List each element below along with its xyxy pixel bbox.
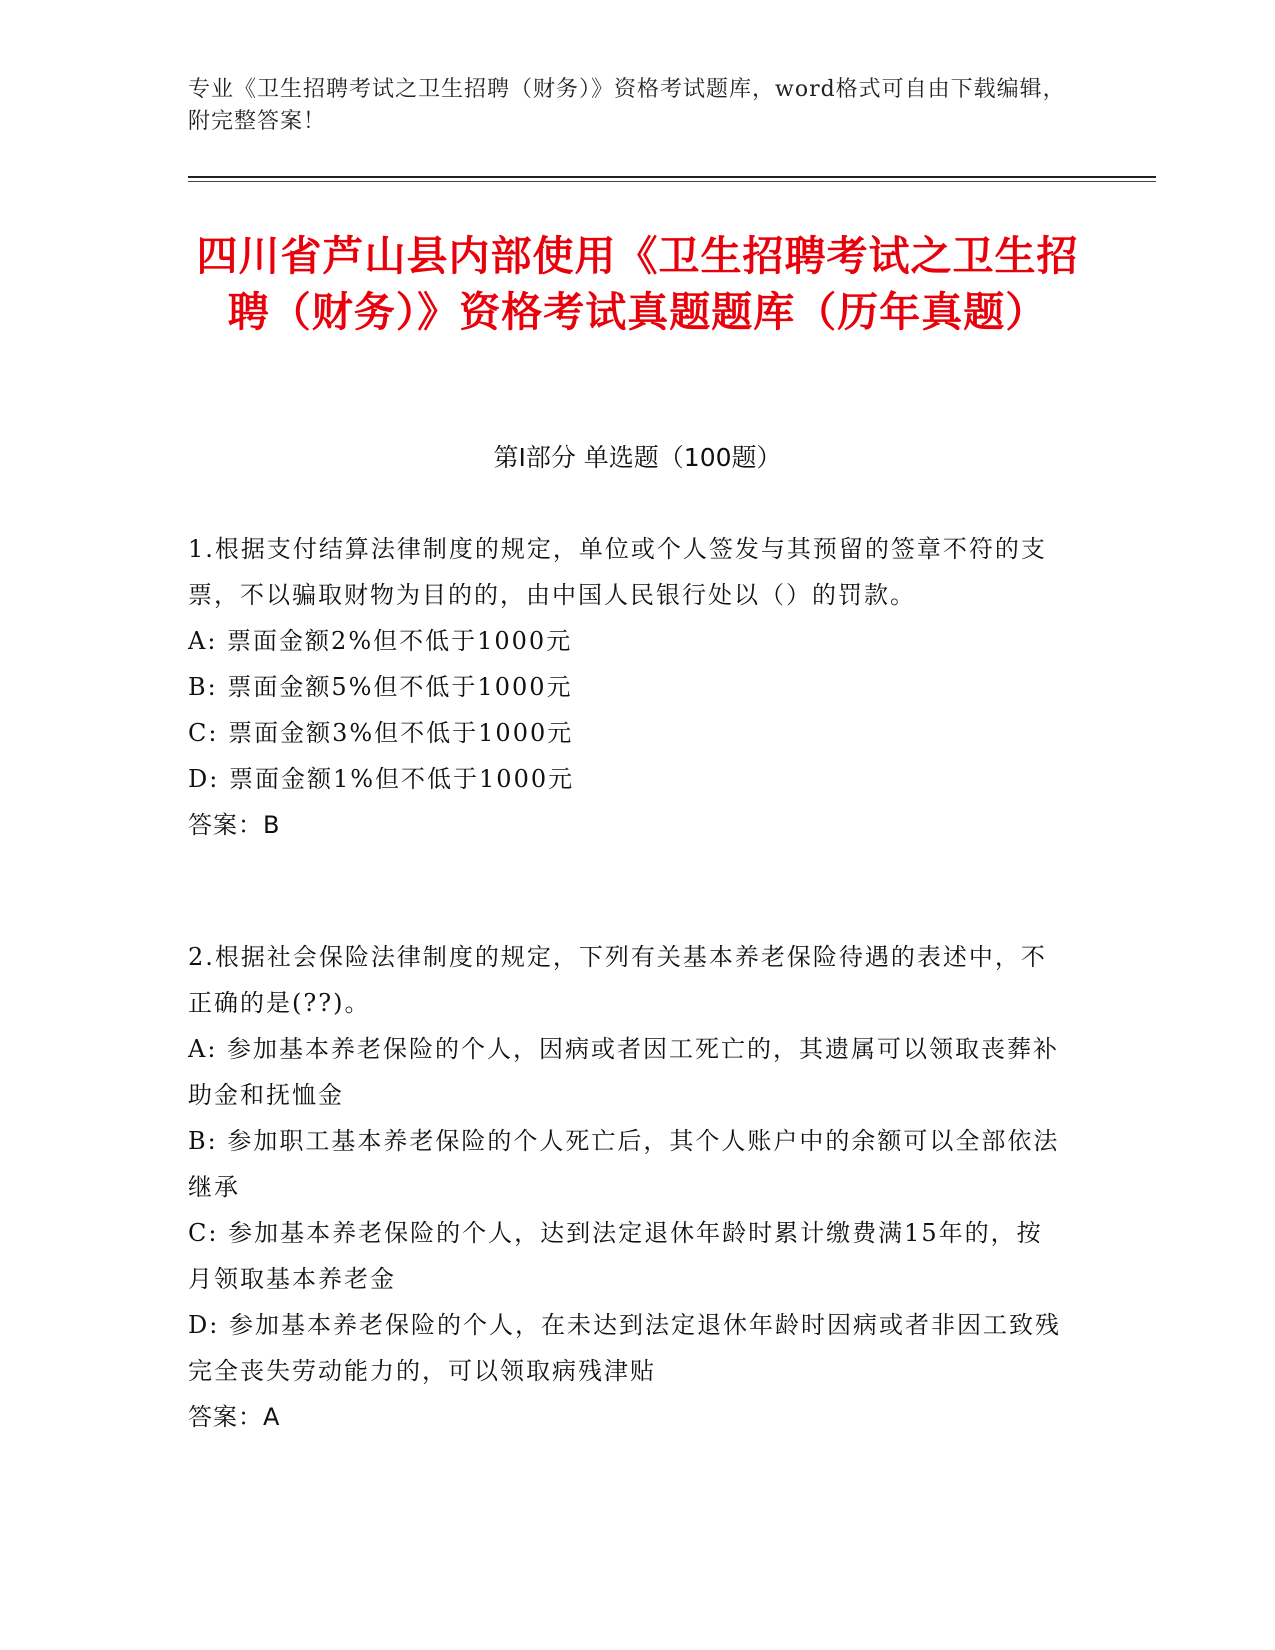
option-d: D: 参加基本养老保险的个人，在未达到法定退休年龄时因病或者非因工致残完全丧失劳动能力的，可以领取病残津贴 xyxy=(188,1311,1061,1385)
question-2 xyxy=(188,934,1068,1440)
option-a: A: 参加基本养老保险的个人，因病或者因工死亡的，其遗属可以领取丧葬补助金和抚恤金 xyxy=(188,1035,1060,1109)
answer: 答案：A xyxy=(188,1403,281,1431)
option-c: C: 参加基本养老保险的个人，达到法定退休年龄时累计缴费满15年的，按月领取基本养老金 xyxy=(188,1219,1043,1293)
question-stem: 1.根据支付结算法律制度的规定，单位或个人签发与其预留的签章不符的支票，不以骗取财物为目的的，由中国人民银行处以（）的罚款。 xyxy=(188,535,1047,609)
option-c: C: 票面金额3%但不低于1000元 xyxy=(188,719,574,747)
question-1 xyxy=(188,526,1068,848)
header-divider-thin xyxy=(188,181,1156,182)
option-d: D: 票面金额1%但不低于1000元 xyxy=(188,765,575,793)
option-a: A: 票面金额2%但不低于1000元 xyxy=(188,627,573,655)
header-divider xyxy=(188,176,1156,178)
option-b: B: 票面金额5%但不低于1000元 xyxy=(188,673,573,701)
answer: 答案：B xyxy=(188,811,281,839)
header-note: 专业《卫生招聘考试之卫生招聘（财务）》资格考试题库，word格式可自由下载编辑，附完整答案！ xyxy=(188,77,1066,134)
question-stem: 2.根据社会保险法律制度的规定，下列有关基本养老保险待遇的表述中，不正确的是(??)。 xyxy=(188,943,1047,1017)
option-b: B: 参加职工基本养老保险的个人死亡后，其个人账户中的余额可以全部依法继承 xyxy=(188,1127,1060,1201)
document-title: 四川省芦山县内部使用《卫生招聘考试之卫生招聘（财务）》资格考试真题题库（历年真题） xyxy=(196,232,1079,336)
section-heading: 第Ⅰ部分 单选题（100题） xyxy=(493,443,782,472)
